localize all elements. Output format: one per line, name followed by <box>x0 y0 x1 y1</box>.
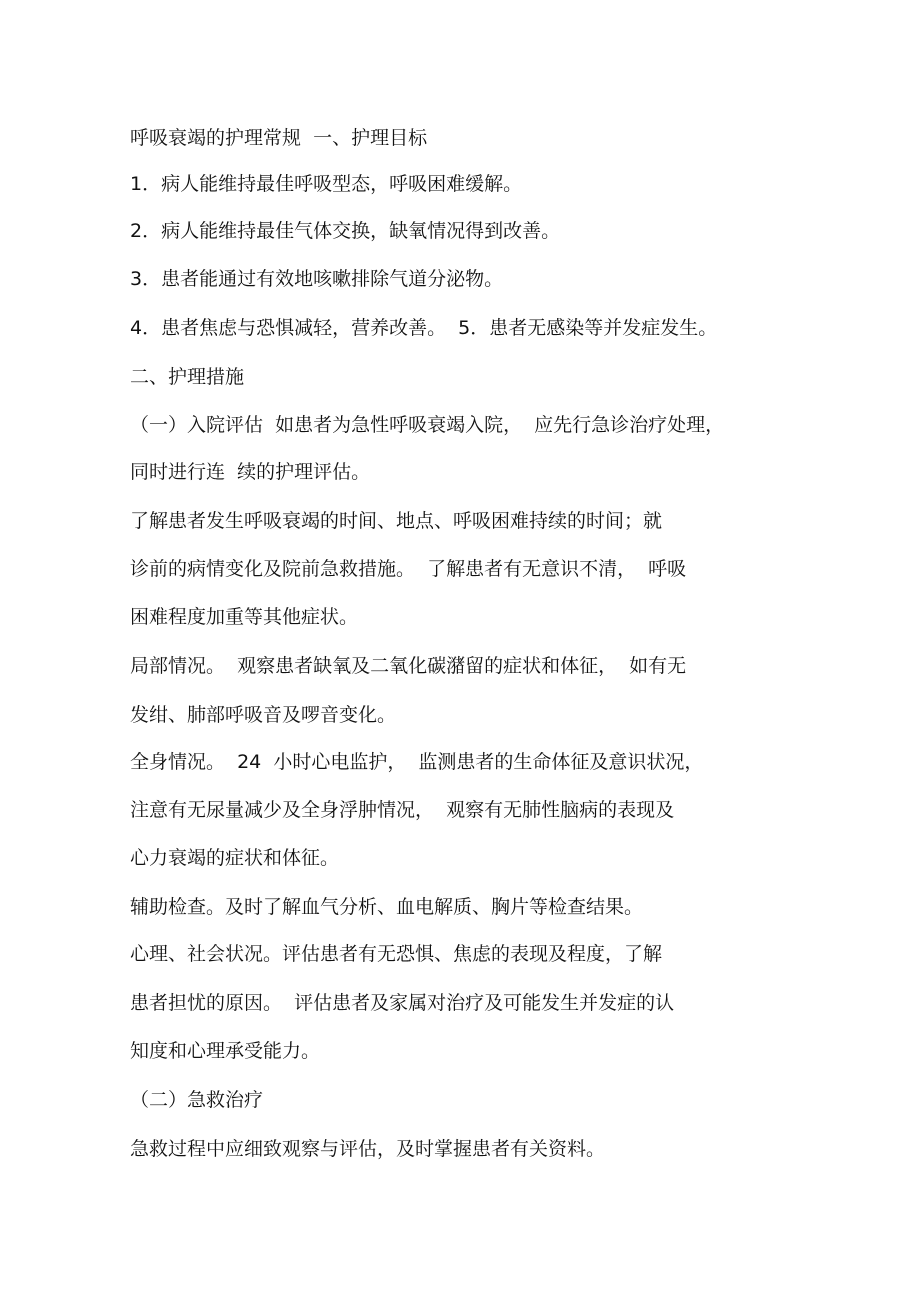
goal-item-4-5: 4．患者焦虑与恐惧减轻，营养改善。 5．患者无感染等并发症发生。 <box>130 317 718 339</box>
paragraph-line: 困难程度加重等其他症状。 <box>130 606 359 628</box>
goal-item-3: 3．患者能通过有效地咳嗽排除气道分泌物。 <box>130 268 504 290</box>
paragraph-line: 诊前的病情变化及院前急救措施。 了解患者有无意识不清， 呼吸 <box>130 558 687 580</box>
paragraph-line: 急救过程中应细致观察与评估，及时掌握患者有关资料。 <box>130 1138 606 1160</box>
paragraph-line: 全身情况。 24 小时心电监护， 监测患者的生命体征及意识状况， <box>130 751 704 773</box>
paragraph-line: 同时进行连 续的护理评估。 <box>130 461 371 483</box>
paragraph-line: 局部情况。 观察患者缺氧及二氧化碳潴留的症状和体征， 如有无 <box>130 655 687 677</box>
paragraph-line: 患者担忧的原因。 评估患者及家属对治疗及可能发生并发症的认 <box>130 992 675 1014</box>
paragraph-line: 知度和心理承受能力。 <box>130 1040 321 1062</box>
paragraph-line: （一）入院评估 如患者为急性呼吸衰竭入院， 应先行急诊治疗处理， <box>130 414 725 436</box>
paragraph-line: 心力衰竭的症状和体征。 <box>130 847 340 869</box>
goal-item-1: 1．病人能维持最佳呼吸型态，呼吸困难缓解。 <box>130 173 523 195</box>
paragraph-line: 了解患者发生呼吸衰竭的时间、地点、呼吸困难持续的时间；就 <box>130 510 663 532</box>
section-heading-measures: 二、护理措施 <box>130 366 245 388</box>
paragraph-line: 注意有无尿量减少及全身浮肿情况， 观察有无肺性脑病的表现及 <box>130 799 675 821</box>
section-heading-emergency: （二）急救治疗 <box>130 1089 264 1111</box>
paragraph-line: 辅助检查。及时了解血气分析、血电解质、胸片等检查结果。 <box>130 896 644 918</box>
paragraph-line: 发绀、肺部呼吸音及啰音变化。 <box>130 704 397 726</box>
goal-item-2: 2．病人能维持最佳气体交换，缺氧情况得到改善。 <box>130 220 561 242</box>
paragraph-line: 心理、社会状况。评估患者有无恐惧、焦虑的表现及程度，了解 <box>130 943 663 965</box>
document-title: 呼吸衰竭的护理常规 一、护理目标 <box>130 127 428 149</box>
